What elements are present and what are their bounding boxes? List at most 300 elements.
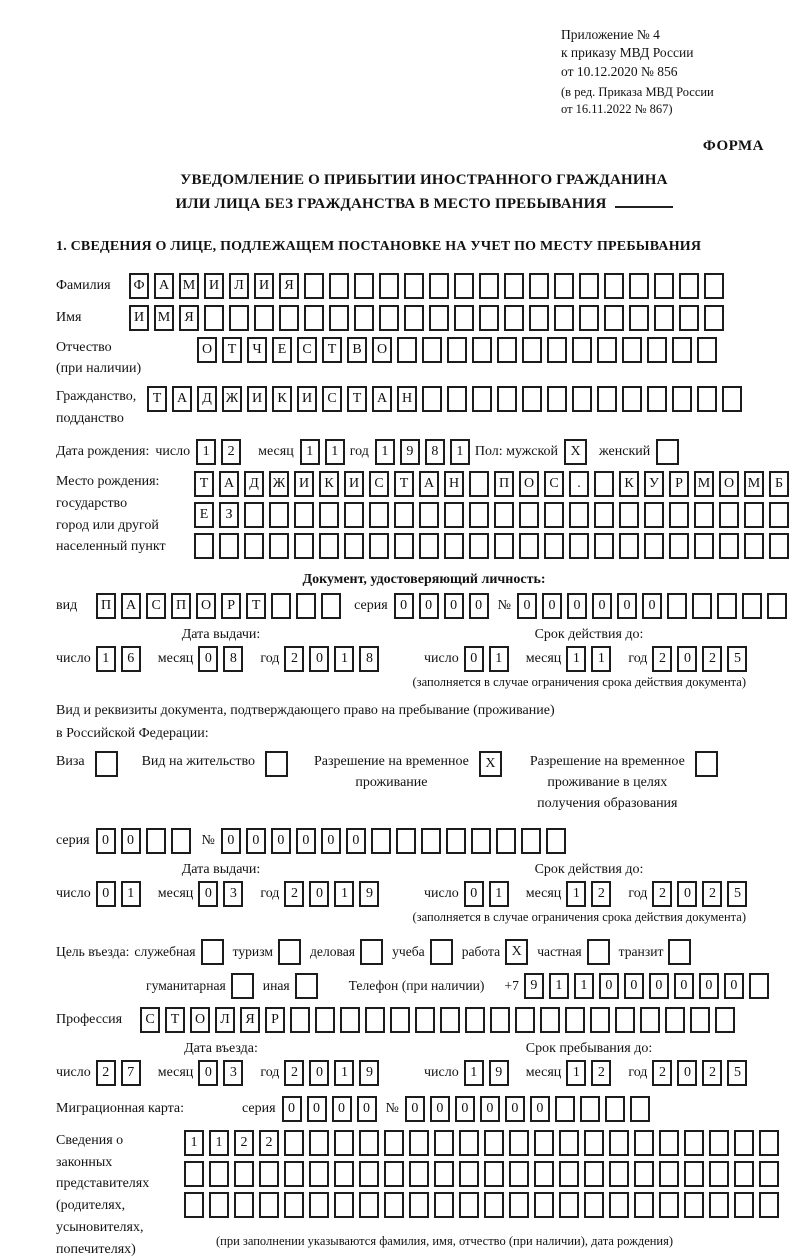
profession-cells[interactable] (140, 1007, 740, 1033)
char-cell[interactable] (359, 1130, 379, 1156)
char-cell[interactable] (654, 273, 674, 299)
char-cell[interactable] (334, 1130, 354, 1156)
migration-seriya-cells[interactable] (282, 1096, 382, 1122)
char-cell[interactable] (672, 337, 692, 363)
char-cell[interactable] (447, 337, 467, 363)
char-cell[interactable]: . (569, 471, 589, 497)
char-cell[interactable] (579, 273, 599, 299)
char-cell[interactable]: 0 (480, 1096, 500, 1122)
char-cell[interactable] (369, 533, 389, 559)
char-cell[interactable] (319, 533, 339, 559)
char-cell[interactable]: 0 (624, 973, 644, 999)
char-cell[interactable] (469, 533, 489, 559)
stay-year[interactable] (652, 1060, 752, 1086)
char-cell[interactable] (229, 305, 249, 331)
char-cell[interactable] (404, 305, 424, 331)
char-cell[interactable]: 0 (346, 828, 366, 854)
char-cell[interactable] (244, 502, 264, 528)
char-cell[interactable] (254, 305, 274, 331)
char-cell[interactable]: 0 (309, 881, 329, 907)
char-cell[interactable] (171, 828, 191, 854)
char-cell[interactable]: М (694, 471, 714, 497)
char-cell[interactable]: У (644, 471, 664, 497)
char-cell[interactable] (529, 273, 549, 299)
char-cell[interactable] (365, 1007, 385, 1033)
char-cell[interactable]: 2 (702, 881, 722, 907)
char-cell[interactable]: 0 (96, 828, 116, 854)
char-cell[interactable] (647, 337, 667, 363)
char-cell[interactable] (759, 1192, 779, 1218)
char-cell[interactable] (522, 337, 542, 363)
char-cell[interactable] (269, 533, 289, 559)
char-cell[interactable] (709, 1130, 729, 1156)
char-cell[interactable]: Ч (247, 337, 267, 363)
phone-cells[interactable] (524, 973, 774, 999)
char-cell[interactable] (369, 502, 389, 528)
sex-male-checkbox[interactable]: X (564, 439, 587, 465)
char-cell[interactable] (146, 828, 166, 854)
char-cell[interactable]: О (197, 337, 217, 363)
char-cell[interactable]: 0 (296, 828, 316, 854)
char-cell[interactable]: 0 (307, 1096, 327, 1122)
char-cell[interactable]: 0 (198, 881, 218, 907)
residence-seriya-cells[interactable] (96, 828, 196, 854)
char-cell[interactable]: Е (272, 337, 292, 363)
char-cell[interactable]: А (219, 471, 239, 497)
char-cell[interactable] (572, 386, 592, 412)
char-cell[interactable] (444, 502, 464, 528)
char-cell[interactable] (394, 502, 414, 528)
char-cell[interactable]: 0 (444, 593, 464, 619)
char-cell[interactable] (554, 305, 574, 331)
char-cell[interactable]: 8 (359, 646, 379, 672)
char-cell[interactable] (565, 1007, 585, 1033)
char-cell[interactable] (554, 273, 574, 299)
char-cell[interactable] (597, 337, 617, 363)
char-cell[interactable] (749, 973, 769, 999)
char-cell[interactable] (534, 1130, 554, 1156)
purpose-business-checkbox[interactable] (360, 939, 383, 965)
char-cell[interactable] (572, 337, 592, 363)
char-cell[interactable]: О (196, 593, 216, 619)
char-cell[interactable] (484, 1161, 504, 1187)
char-cell[interactable]: 0 (464, 881, 484, 907)
char-cell[interactable] (719, 502, 739, 528)
char-cell[interactable] (759, 1161, 779, 1187)
char-cell[interactable] (759, 1130, 779, 1156)
char-cell[interactable]: 0 (505, 1096, 525, 1122)
char-cell[interactable]: З (219, 502, 239, 528)
char-cell[interactable] (709, 1192, 729, 1218)
char-cell[interactable] (629, 305, 649, 331)
char-cell[interactable] (694, 502, 714, 528)
char-cell[interactable] (397, 337, 417, 363)
purpose-work-checkbox[interactable]: X (505, 939, 528, 965)
char-cell[interactable]: 0 (649, 973, 669, 999)
residence-permit-checkbox[interactable] (265, 751, 288, 777)
char-cell[interactable]: 1 (566, 1060, 586, 1086)
char-cell[interactable]: М (179, 273, 199, 299)
iddoc-valid-year[interactable] (652, 646, 752, 672)
char-cell[interactable] (709, 1161, 729, 1187)
char-cell[interactable] (434, 1130, 454, 1156)
char-cell[interactable]: 8 (223, 646, 243, 672)
char-cell[interactable]: Я (279, 273, 299, 299)
char-cell[interactable]: С (322, 386, 342, 412)
char-cell[interactable] (446, 828, 466, 854)
char-cell[interactable] (672, 386, 692, 412)
char-cell[interactable]: 1 (334, 881, 354, 907)
char-cell[interactable] (497, 337, 517, 363)
char-cell[interactable] (515, 1007, 535, 1033)
char-cell[interactable] (294, 533, 314, 559)
char-cell[interactable] (615, 1007, 635, 1033)
char-cell[interactable] (590, 1007, 610, 1033)
char-cell[interactable] (472, 386, 492, 412)
char-cell[interactable] (304, 305, 324, 331)
representatives-cells-row2[interactable] (184, 1161, 784, 1187)
char-cell[interactable]: 0 (271, 828, 291, 854)
char-cell[interactable]: 0 (309, 1060, 329, 1086)
firstname-cells[interactable] (129, 305, 729, 331)
char-cell[interactable] (744, 502, 764, 528)
char-cell[interactable]: Д (197, 386, 217, 412)
visa-checkbox[interactable] (95, 751, 118, 777)
char-cell[interactable] (415, 1007, 435, 1033)
char-cell[interactable] (329, 305, 349, 331)
char-cell[interactable] (290, 1007, 310, 1033)
char-cell[interactable]: С (146, 593, 166, 619)
char-cell[interactable]: 0 (332, 1096, 352, 1122)
char-cell[interactable] (722, 386, 742, 412)
char-cell[interactable] (371, 828, 391, 854)
iddoc-valid-day[interactable] (464, 646, 514, 672)
char-cell[interactable]: 1 (450, 439, 470, 465)
char-cell[interactable]: И (344, 471, 364, 497)
char-cell[interactable]: 0 (464, 646, 484, 672)
char-cell[interactable] (234, 1161, 254, 1187)
char-cell[interactable]: И (204, 273, 224, 299)
char-cell[interactable] (704, 305, 724, 331)
char-cell[interactable]: 1 (566, 646, 586, 672)
char-cell[interactable] (344, 502, 364, 528)
char-cell[interactable] (584, 1130, 604, 1156)
char-cell[interactable] (654, 305, 674, 331)
char-cell[interactable] (644, 502, 664, 528)
char-cell[interactable] (334, 1192, 354, 1218)
char-cell[interactable]: П (96, 593, 116, 619)
char-cell[interactable] (619, 533, 639, 559)
char-cell[interactable]: 0 (321, 828, 341, 854)
char-cell[interactable] (559, 1130, 579, 1156)
char-cell[interactable]: 2 (259, 1130, 279, 1156)
char-cell[interactable] (404, 273, 424, 299)
char-cell[interactable] (490, 1007, 510, 1033)
char-cell[interactable] (555, 1096, 575, 1122)
birth-month-cells[interactable] (300, 439, 350, 465)
char-cell[interactable] (665, 1007, 685, 1033)
sex-female-checkbox[interactable] (656, 439, 679, 465)
char-cell[interactable] (384, 1161, 404, 1187)
iddoc-issued-month[interactable] (198, 646, 248, 672)
char-cell[interactable] (679, 305, 699, 331)
char-cell[interactable] (359, 1161, 379, 1187)
char-cell[interactable]: М (744, 471, 764, 497)
char-cell[interactable]: 1 (591, 646, 611, 672)
char-cell[interactable]: Т (222, 337, 242, 363)
char-cell[interactable]: С (140, 1007, 160, 1033)
char-cell[interactable] (547, 337, 567, 363)
char-cell[interactable]: 5 (727, 881, 747, 907)
purpose-transit-checkbox[interactable] (668, 939, 691, 965)
representatives-cells-row1[interactable] (184, 1130, 784, 1156)
char-cell[interactable] (447, 386, 467, 412)
char-cell[interactable] (609, 1192, 629, 1218)
char-cell[interactable]: Н (397, 386, 417, 412)
residence-valid-day[interactable] (464, 881, 514, 907)
stay-day[interactable] (464, 1060, 514, 1086)
char-cell[interactable]: И (294, 471, 314, 497)
char-cell[interactable] (394, 533, 414, 559)
residence-issued-year[interactable] (284, 881, 384, 907)
char-cell[interactable] (454, 305, 474, 331)
char-cell[interactable] (769, 502, 789, 528)
char-cell[interactable]: С (297, 337, 317, 363)
char-cell[interactable]: 2 (284, 881, 304, 907)
char-cell[interactable] (429, 273, 449, 299)
char-cell[interactable] (634, 1192, 654, 1218)
char-cell[interactable]: 0 (309, 646, 329, 672)
char-cell[interactable] (434, 1192, 454, 1218)
char-cell[interactable]: 0 (394, 593, 414, 619)
char-cell[interactable] (409, 1192, 429, 1218)
char-cell[interactable] (497, 386, 517, 412)
char-cell[interactable]: 1 (325, 439, 345, 465)
char-cell[interactable]: 2 (284, 1060, 304, 1086)
char-cell[interactable] (634, 1130, 654, 1156)
char-cell[interactable] (379, 305, 399, 331)
char-cell[interactable] (604, 305, 624, 331)
char-cell[interactable] (584, 1192, 604, 1218)
purpose-official-checkbox[interactable] (201, 939, 224, 965)
char-cell[interactable]: 0 (517, 593, 537, 619)
char-cell[interactable]: 5 (727, 1060, 747, 1086)
char-cell[interactable]: С (544, 471, 564, 497)
char-cell[interactable] (315, 1007, 335, 1033)
purpose-humanitarian-checkbox[interactable] (231, 973, 254, 999)
char-cell[interactable] (304, 273, 324, 299)
char-cell[interactable]: 0 (567, 593, 587, 619)
char-cell[interactable] (584, 1161, 604, 1187)
char-cell[interactable] (529, 305, 549, 331)
char-cell[interactable]: 0 (677, 646, 697, 672)
purpose-private-checkbox[interactable] (587, 939, 610, 965)
char-cell[interactable] (667, 593, 687, 619)
char-cell[interactable] (296, 593, 316, 619)
char-cell[interactable]: Д (244, 471, 264, 497)
char-cell[interactable] (271, 593, 291, 619)
char-cell[interactable] (697, 337, 717, 363)
migration-number-cells[interactable] (405, 1096, 655, 1122)
char-cell[interactable] (219, 533, 239, 559)
char-cell[interactable] (579, 305, 599, 331)
char-cell[interactable]: 0 (677, 881, 697, 907)
char-cell[interactable]: 1 (121, 881, 141, 907)
char-cell[interactable]: К (319, 471, 339, 497)
char-cell[interactable] (504, 273, 524, 299)
char-cell[interactable] (294, 502, 314, 528)
char-cell[interactable] (496, 828, 516, 854)
birthplace-cells-row2[interactable] (194, 502, 794, 528)
char-cell[interactable] (421, 828, 441, 854)
char-cell[interactable]: 0 (221, 828, 241, 854)
char-cell[interactable]: К (619, 471, 639, 497)
char-cell[interactable] (244, 533, 264, 559)
iddoc-valid-month[interactable] (566, 646, 616, 672)
char-cell[interactable] (384, 1130, 404, 1156)
char-cell[interactable] (522, 386, 542, 412)
char-cell[interactable]: А (154, 273, 174, 299)
char-cell[interactable]: В (347, 337, 367, 363)
char-cell[interactable] (422, 386, 442, 412)
char-cell[interactable]: И (297, 386, 317, 412)
char-cell[interactable]: 2 (702, 1060, 722, 1086)
citizenship-cells[interactable] (147, 386, 747, 412)
char-cell[interactable]: 1 (334, 646, 354, 672)
char-cell[interactable]: 2 (591, 881, 611, 907)
char-cell[interactable]: 2 (221, 439, 241, 465)
char-cell[interactable] (605, 1096, 625, 1122)
char-cell[interactable]: И (129, 305, 149, 331)
char-cell[interactable]: 9 (359, 881, 379, 907)
char-cell[interactable]: О (519, 471, 539, 497)
residence-issued-month[interactable] (198, 881, 248, 907)
char-cell[interactable]: И (254, 273, 274, 299)
char-cell[interactable] (504, 305, 524, 331)
char-cell[interactable] (390, 1007, 410, 1033)
char-cell[interactable]: 0 (674, 973, 694, 999)
char-cell[interactable]: 1 (549, 973, 569, 999)
char-cell[interactable] (434, 1161, 454, 1187)
residence-valid-year[interactable] (652, 881, 752, 907)
iddoc-vid-cells[interactable] (96, 593, 346, 619)
char-cell[interactable] (484, 1192, 504, 1218)
char-cell[interactable] (659, 1192, 679, 1218)
char-cell[interactable] (559, 1192, 579, 1218)
char-cell[interactable] (684, 1161, 704, 1187)
char-cell[interactable]: Л (229, 273, 249, 299)
char-cell[interactable] (659, 1161, 679, 1187)
char-cell[interactable] (259, 1192, 279, 1218)
char-cell[interactable] (669, 502, 689, 528)
char-cell[interactable]: 0 (198, 1060, 218, 1086)
char-cell[interactable] (419, 533, 439, 559)
char-cell[interactable]: 9 (400, 439, 420, 465)
char-cell[interactable] (717, 593, 737, 619)
char-cell[interactable]: 0 (198, 646, 218, 672)
char-cell[interactable] (184, 1192, 204, 1218)
char-cell[interactable]: 7 (121, 1060, 141, 1086)
char-cell[interactable]: Л (215, 1007, 235, 1033)
char-cell[interactable] (734, 1192, 754, 1218)
char-cell[interactable] (484, 1130, 504, 1156)
char-cell[interactable]: 0 (724, 973, 744, 999)
char-cell[interactable] (471, 828, 491, 854)
char-cell[interactable]: 0 (599, 973, 619, 999)
char-cell[interactable]: Ж (269, 471, 289, 497)
char-cell[interactable]: 0 (246, 828, 266, 854)
char-cell[interactable]: А (372, 386, 392, 412)
char-cell[interactable]: 2 (702, 646, 722, 672)
char-cell[interactable]: 3 (223, 1060, 243, 1086)
char-cell[interactable] (359, 1192, 379, 1218)
char-cell[interactable]: 0 (121, 828, 141, 854)
char-cell[interactable] (204, 305, 224, 331)
char-cell[interactable]: 0 (642, 593, 662, 619)
char-cell[interactable] (494, 502, 514, 528)
char-cell[interactable] (379, 273, 399, 299)
char-cell[interactable] (509, 1192, 529, 1218)
char-cell[interactable] (597, 386, 617, 412)
char-cell[interactable] (609, 1130, 629, 1156)
purpose-other-checkbox[interactable] (295, 973, 318, 999)
char-cell[interactable] (742, 593, 762, 619)
char-cell[interactable] (734, 1161, 754, 1187)
char-cell[interactable] (419, 502, 439, 528)
char-cell[interactable] (259, 1161, 279, 1187)
char-cell[interactable] (444, 533, 464, 559)
char-cell[interactable]: Т (147, 386, 167, 412)
char-cell[interactable] (690, 1007, 710, 1033)
char-cell[interactable] (509, 1130, 529, 1156)
char-cell[interactable]: Е (194, 502, 214, 528)
char-cell[interactable]: 1 (96, 646, 116, 672)
char-cell[interactable]: 0 (677, 1060, 697, 1086)
char-cell[interactable] (647, 386, 667, 412)
char-cell[interactable] (669, 533, 689, 559)
char-cell[interactable] (744, 533, 764, 559)
char-cell[interactable] (459, 1130, 479, 1156)
birth-year-cells[interactable] (375, 439, 475, 465)
char-cell[interactable]: Р (265, 1007, 285, 1033)
char-cell[interactable] (679, 273, 699, 299)
entry-month[interactable] (198, 1060, 248, 1086)
char-cell[interactable]: 2 (652, 881, 672, 907)
char-cell[interactable]: 0 (430, 1096, 450, 1122)
char-cell[interactable]: 1 (196, 439, 216, 465)
char-cell[interactable]: Ф (129, 273, 149, 299)
char-cell[interactable] (769, 533, 789, 559)
char-cell[interactable] (459, 1161, 479, 1187)
char-cell[interactable]: Р (669, 471, 689, 497)
char-cell[interactable]: Т (165, 1007, 185, 1033)
char-cell[interactable]: Т (194, 471, 214, 497)
char-cell[interactable] (684, 1192, 704, 1218)
residence-number-cells[interactable] (221, 828, 571, 854)
char-cell[interactable]: 9 (359, 1060, 379, 1086)
birthplace-cells-row1[interactable] (194, 471, 794, 497)
char-cell[interactable] (321, 593, 341, 619)
char-cell[interactable]: 0 (405, 1096, 425, 1122)
char-cell[interactable]: И (247, 386, 267, 412)
char-cell[interactable] (309, 1130, 329, 1156)
char-cell[interactable] (440, 1007, 460, 1033)
char-cell[interactable]: 2 (652, 646, 672, 672)
char-cell[interactable] (409, 1161, 429, 1187)
char-cell[interactable]: 5 (727, 646, 747, 672)
char-cell[interactable] (309, 1161, 329, 1187)
char-cell[interactable] (184, 1161, 204, 1187)
